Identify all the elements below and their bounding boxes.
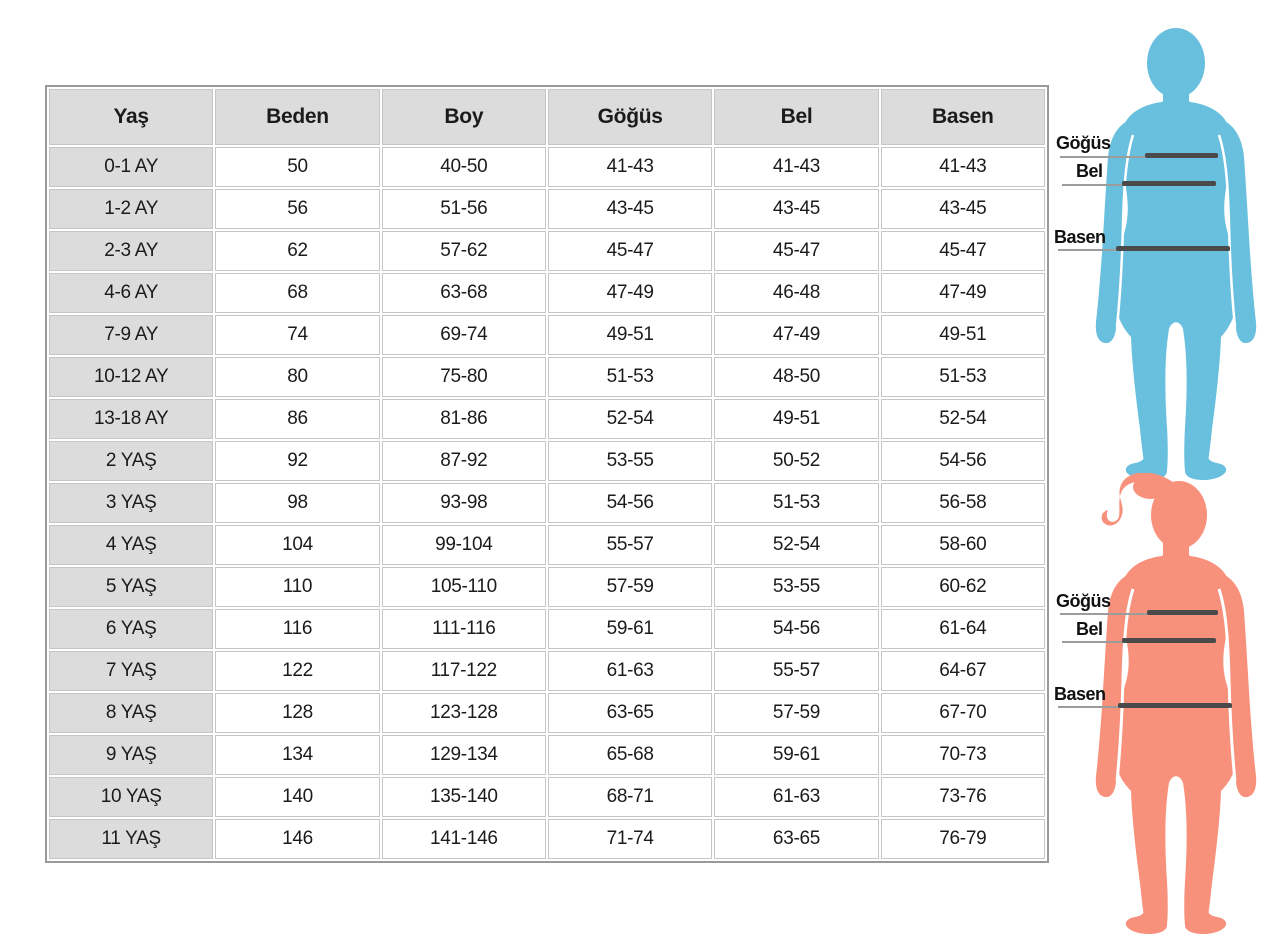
table-cell: 63-65 (548, 693, 712, 733)
table-cell: 63-68 (382, 273, 546, 313)
table-cell: 43-45 (714, 189, 878, 229)
table-cell: 134 (215, 735, 379, 775)
size-table-head-row (49, 89, 1045, 145)
table-cell: 52-54 (881, 399, 1045, 439)
table-cell: 67-70 (881, 693, 1045, 733)
row-header: 8 YAŞ (49, 693, 213, 733)
table-row (49, 441, 1045, 481)
table-cell: 41-43 (714, 147, 878, 187)
row-header: 10-12 AY (49, 357, 213, 397)
column-header: Bel (714, 89, 878, 145)
girl-left-foot (1126, 907, 1167, 934)
baby-hips-label: Basen (1054, 227, 1106, 247)
table-cell: 61-63 (548, 651, 712, 691)
table-cell: 40-50 (382, 147, 546, 187)
table-cell: 123-128 (382, 693, 546, 733)
row-header: 7-9 AY (49, 315, 213, 355)
table-cell: 51-56 (382, 189, 546, 229)
table-row (49, 693, 1045, 733)
row-header: 6 YAŞ (49, 609, 213, 649)
table-cell: 53-55 (548, 441, 712, 481)
baby-hips-bar (1116, 246, 1230, 251)
table-cell: 53-55 (714, 567, 878, 607)
baby-silhouette (1085, 25, 1267, 480)
column-header: Göğüs (548, 89, 712, 145)
table-cell: 141-146 (382, 819, 546, 859)
row-header: 1-2 AY (49, 189, 213, 229)
table-cell: 56-58 (881, 483, 1045, 523)
table-cell: 104 (215, 525, 379, 565)
girl-chest-bar (1147, 610, 1218, 615)
table-cell: 59-61 (714, 735, 878, 775)
table-cell: 49-51 (548, 315, 712, 355)
table-row (49, 609, 1045, 649)
table-cell: 47-49 (548, 273, 712, 313)
table-cell: 51-53 (881, 357, 1045, 397)
table-cell: 45-47 (714, 231, 878, 271)
table-cell: 43-45 (548, 189, 712, 229)
row-header: 2 YAŞ (49, 441, 213, 481)
table-row (49, 735, 1045, 775)
table-cell: 45-47 (548, 231, 712, 271)
girl-hips-label: Basen (1054, 684, 1106, 704)
table-row (49, 357, 1045, 397)
column-header: Boy (382, 89, 546, 145)
table-cell: 47-49 (881, 273, 1045, 313)
table-cell: 110 (215, 567, 379, 607)
table-cell: 87-92 (382, 441, 546, 481)
row-header: 2-3 AY (49, 231, 213, 271)
table-row (49, 189, 1045, 229)
table-row (49, 525, 1045, 565)
table-cell: 57-59 (548, 567, 712, 607)
table-row (49, 273, 1045, 313)
table-cell: 68-71 (548, 777, 712, 817)
table-cell: 98 (215, 483, 379, 523)
table-cell: 111-116 (382, 609, 546, 649)
table-cell: 128 (215, 693, 379, 733)
table-cell: 146 (215, 819, 379, 859)
girl-hips-bar (1118, 703, 1232, 708)
baby-chest-bar (1145, 153, 1218, 158)
table-cell: 80 (215, 357, 379, 397)
table-row (49, 651, 1045, 691)
table-cell: 92 (215, 441, 379, 481)
table-row (49, 777, 1045, 817)
table-cell: 68 (215, 273, 379, 313)
table-cell: 46-48 (714, 273, 878, 313)
table-cell: 129-134 (382, 735, 546, 775)
table-cell: 50-52 (714, 441, 878, 481)
table-cell: 73-76 (881, 777, 1045, 817)
table-cell: 41-43 (548, 147, 712, 187)
table-cell: 69-74 (382, 315, 546, 355)
table-cell: 99-104 (382, 525, 546, 565)
table-cell: 65-68 (548, 735, 712, 775)
row-header: 5 YAŞ (49, 567, 213, 607)
table-cell: 55-57 (548, 525, 712, 565)
table-cell: 64-67 (881, 651, 1045, 691)
table-cell: 59-61 (548, 609, 712, 649)
table-cell: 49-51 (714, 399, 878, 439)
baby-figure (1085, 25, 1267, 480)
row-header: 13-18 AY (49, 399, 213, 439)
baby-waist-label: Bel (1076, 161, 1103, 181)
row-header: 4 YAŞ (49, 525, 213, 565)
table-cell: 45-47 (881, 231, 1045, 271)
table-row (49, 231, 1045, 271)
table-cell: 43-45 (881, 189, 1045, 229)
baby-waist-bar (1122, 181, 1216, 186)
column-header: Yaş (49, 89, 213, 145)
table-cell: 54-56 (548, 483, 712, 523)
table-cell: 105-110 (382, 567, 546, 607)
column-header: Basen (881, 89, 1045, 145)
table-cell: 117-122 (382, 651, 546, 691)
row-header: 0-1 AY (49, 147, 213, 187)
table-cell: 58-60 (881, 525, 1045, 565)
table-cell: 76-79 (881, 819, 1045, 859)
table-cell: 54-56 (714, 609, 878, 649)
table-row (49, 819, 1045, 859)
table-cell: 140 (215, 777, 379, 817)
row-header: 3 YAŞ (49, 483, 213, 523)
table-row (49, 567, 1045, 607)
table-cell: 71-74 (548, 819, 712, 859)
table-cell: 122 (215, 651, 379, 691)
table-cell: 60-62 (881, 567, 1045, 607)
column-header: Beden (215, 89, 379, 145)
table-cell: 56 (215, 189, 379, 229)
table-cell: 48-50 (714, 357, 878, 397)
table-row (49, 315, 1045, 355)
table-cell: 70-73 (881, 735, 1045, 775)
table-cell: 52-54 (714, 525, 878, 565)
row-header: 7 YAŞ (49, 651, 213, 691)
table-cell: 61-63 (714, 777, 878, 817)
girl-chest-label: Göğüs (1056, 591, 1111, 611)
table-cell: 57-62 (382, 231, 546, 271)
table-cell: 74 (215, 315, 379, 355)
table-cell: 54-56 (881, 441, 1045, 481)
row-header: 10 YAŞ (49, 777, 213, 817)
table-row (49, 399, 1045, 439)
table-cell: 61-64 (881, 609, 1045, 649)
table-cell: 51-53 (714, 483, 878, 523)
girl-waist-bar (1122, 638, 1216, 643)
table-cell: 57-59 (714, 693, 878, 733)
table-cell: 75-80 (382, 357, 546, 397)
size-table (45, 85, 1049, 863)
table-cell: 52-54 (548, 399, 712, 439)
girl-waist-label: Bel (1076, 619, 1103, 639)
row-header: 4-6 AY (49, 273, 213, 313)
table-cell: 81-86 (382, 399, 546, 439)
table-cell: 62 (215, 231, 379, 271)
table-cell: 116 (215, 609, 379, 649)
baby-chest-label: Göğüs (1056, 133, 1111, 153)
table-cell: 93-98 (382, 483, 546, 523)
girl-right-foot (1185, 907, 1226, 934)
table-cell: 49-51 (881, 315, 1045, 355)
row-header: 11 YAŞ (49, 819, 213, 859)
table-row (49, 147, 1045, 187)
table-row (49, 483, 1045, 523)
table-cell: 47-49 (714, 315, 878, 355)
table-cell: 55-57 (714, 651, 878, 691)
table-cell: 63-65 (714, 819, 878, 859)
row-header: 9 YAŞ (49, 735, 213, 775)
table-cell: 41-43 (881, 147, 1045, 187)
table-cell: 50 (215, 147, 379, 187)
table-cell: 51-53 (548, 357, 712, 397)
table-cell: 135-140 (382, 777, 546, 817)
table-cell: 86 (215, 399, 379, 439)
